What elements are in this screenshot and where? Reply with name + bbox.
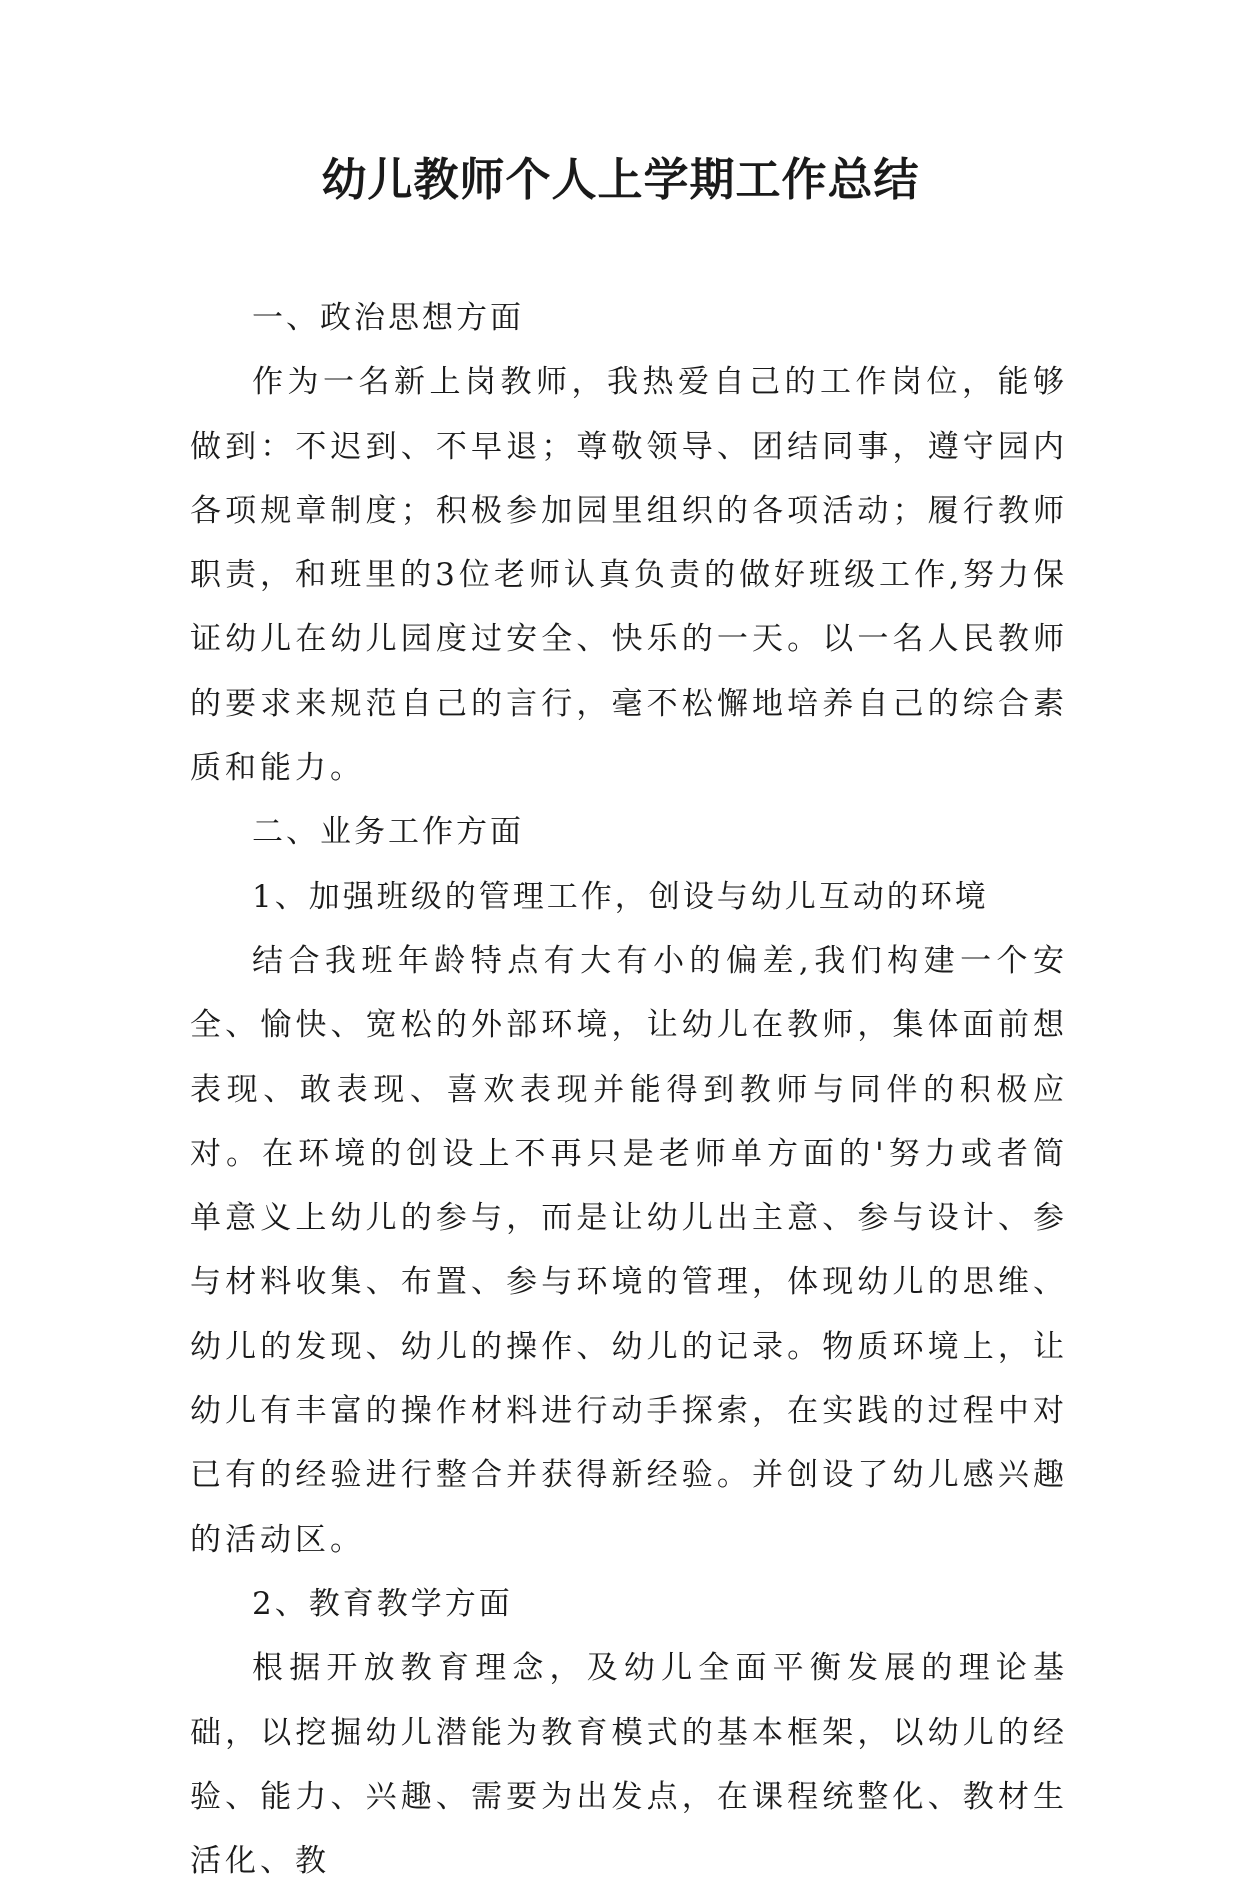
document-title: 幼儿教师个人上学期工作总结 — [321, 153, 920, 206]
subsection-heading-class-management: 1、加强班级的管理工作，创设与幼儿互动的环境 — [252, 878, 989, 915]
paragraph-class-management: 结合我班年龄特点有大有小的偏差,我们构建一个安全、愉快、宽松的外部环境，让幼儿在教师，集体面前想表现、敢表现、喜欢表现并能得到教师与同伴的积极应对。在环境的创设上不再只是老师单方面的'努力或者简单意义上幼儿的参与，而是让幼儿出主意、参与设计、参与材料收集、布置、参与环境的管理，体现幼儿的思维、幼儿的发现、幼儿的操作、幼儿的记录。物质环境上，让幼儿有丰富的操作材料进行动手探索，在实践的过程中对已有的经验进行整合并获得新经验。并创设了幼儿感兴趣的活动区。 — [190, 942, 1068, 1558]
section-heading-political: 一、政治思想方面 — [252, 300, 524, 336]
paragraph-teaching: 根据开放教育理念，及幼儿全面平衡发展的理论基础，以挖掘幼儿潜能为教育模式的基本框架，以幼儿的经验、能力、兴趣、需要为出发点，在课程统整化、教材生活化、教 — [190, 1650, 1068, 1880]
document-body — [190, 286, 1068, 1893]
subsection-heading-teaching: 2、教育教学方面 — [252, 1585, 513, 1622]
paragraph-political: 作为一名新上岗教师，我热爱自己的工作岗位，能够做到：不迟到、不早退；尊敬领导、团结同事，遵守园内各项规章制度；积极参加园里组织的各项活动；履行教师职责，和班里的3位老师认真负责的做好班级工作,努力保证幼儿在幼儿园度过安全、快乐的一天。以一名人民教师的要求来规范自己的言行，毫不松懈地培养自己的综合素质和能力。 — [190, 364, 1068, 787]
section-heading-work: 二、业务工作方面 — [252, 814, 524, 851]
